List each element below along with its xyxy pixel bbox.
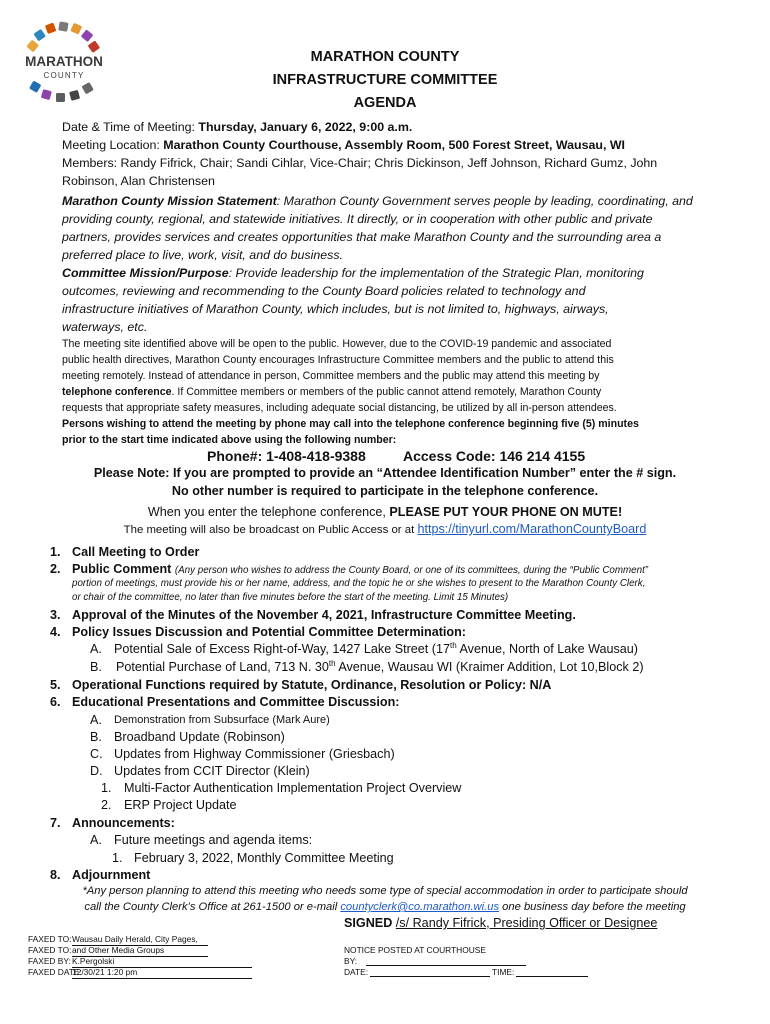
header-county: MARATHON COUNTY: [310, 49, 460, 65]
agenda-number: 8.: [50, 868, 61, 882]
accommodation-line-1: *Any person planning to attend this meeting who needs some type of special accommodation in order to participate should: [82, 885, 688, 897]
posted-time-blank[interactable]: [516, 967, 588, 977]
purpose-line-3: infrastructure initiatives of Marathon County, which includes, but is not limited to, highways, airways,: [62, 302, 609, 316]
members-line-1: Members: Randy Fifrick, Chair; Sandi Cihlar, Vice-Chair; Chris Dickinson, Jeff Johnson, Richard Gumz, John: [62, 156, 658, 170]
county-clerk-email-link[interactable]: countyclerk@co.marathon.wi.us: [340, 901, 500, 913]
sub-letter: C.: [90, 747, 103, 761]
sub-text: Demonstration from Subsurface (Mark Aure): [114, 714, 330, 726]
purpose-line-4: waterways, etc.: [62, 320, 148, 334]
posted-by-blank[interactable]: [366, 956, 526, 966]
sub-text: Updates from CCIT Director (Klein): [114, 764, 310, 778]
sub-text: Future meetings and agenda items:: [114, 833, 313, 847]
faxed-date-row: [28, 967, 138, 978]
signed-value: /s/ Randy Fifrick, Presiding Officer or Designee: [395, 916, 658, 930]
notice-posted: NOTICE POSTED AT COURTHOUSE: [344, 945, 486, 955]
signed-label: SIGNED: [344, 916, 393, 930]
sub-text: Multi-Factor Authentication Implementation Project Overview: [124, 781, 462, 795]
notice-line-3: meeting remotely. Instead of attendance in person, Committee members and the public may attend this meeting by: [62, 370, 600, 382]
mute-instruction: [0, 505, 770, 519]
posted-by-row: [344, 956, 357, 967]
sub-letter: B.: [90, 730, 102, 744]
mute-plain: When you enter the telephone conference,: [147, 505, 390, 519]
mission-label: Marathon County Mission Statement: [62, 194, 277, 208]
agenda-number: 1.: [50, 545, 61, 559]
faxed-date-value: 12/30/21 1:20 pm: [72, 967, 252, 979]
signature-line: [344, 916, 657, 930]
accommodation-text-post: one business day before the meeting: [499, 901, 686, 913]
attendee-id-note: Please Note: If you are prompted to provide an “Attendee Identification Number” enter the # sign.: [93, 466, 677, 480]
agenda-text: Educational Presentations and Committee Discussion:: [72, 695, 400, 709]
notice-line-4-rest: . If Committee members or members of the public cannot attend remotely, Marathon County: [171, 386, 602, 398]
no-other-number-note: No other number is required to participate in the telephone conference.: [171, 484, 599, 498]
phone-number: Phone#: 1-408-418-9388: [207, 448, 366, 464]
broadcast-line: [0, 522, 770, 536]
date-value: Thursday, January 6, 2022, 9:00 a.m.: [198, 120, 413, 134]
faxed-date-label: FAXED DATE:: [28, 967, 82, 977]
logo-subtext: COUNTY: [43, 71, 85, 80]
agenda-number: 5.: [50, 678, 61, 692]
mute-bold: PLEASE PUT YOUR PHONE ON MUTE!: [389, 505, 623, 519]
agenda-text: Announcements:: [72, 816, 175, 830]
notice-line-2: public health directives, Marathon County encourages Infrastructure Committee members and the public to attend this: [62, 354, 614, 366]
faxed-to-label: FAXED TO:: [28, 945, 72, 955]
sub-text: Broadband Update (Robinson): [114, 730, 285, 744]
sub-text: [116, 659, 644, 677]
header-agenda: AGENDA: [353, 95, 417, 111]
broadcast-plain: The meeting will also be broadcast on Public Access or at: [123, 524, 418, 536]
meeting-location-line: [62, 136, 625, 154]
accommodation-line-2: [0, 901, 770, 913]
agenda-text: Policy Issues Discussion and Potential Committee Determination:: [72, 625, 466, 639]
agenda-number: 7.: [50, 816, 61, 830]
mission-line-4: preferred place to live, work, visit, and do business.: [62, 248, 343, 262]
sub-text-part: Potential Purchase of Land, 713 N. 30: [116, 660, 329, 674]
sub-text-sup: th: [328, 658, 336, 668]
agenda-number: 6.: [50, 695, 61, 709]
logo-wordmark: MARATHON: [25, 54, 103, 69]
telephone-conference-bold: telephone conference: [62, 386, 172, 398]
date-label: Date & Time of Meeting:: [62, 120, 195, 134]
public-comment-note-2: portion of meetings, must provide his or her name, address, and the topic he or she wishes to present to the Marathon County Clerk,: [72, 578, 646, 589]
sub-letter: B.: [90, 660, 102, 674]
agenda-number: 3.: [50, 608, 61, 622]
faxed-to-value-2: and Other Media Groups: [72, 945, 208, 957]
purpose-line-1: [62, 264, 644, 282]
sub-text-part: Avenue, North of Lake Wausau): [456, 642, 639, 656]
accommodation-text: call the County Clerk’s Office at 261-1500 or e-mail: [84, 901, 341, 913]
agenda-text: Approval of the Minutes of the November 4, 2021, Infrastructure Committee Meeting.: [72, 608, 576, 622]
agenda-number: 2.: [50, 562, 61, 576]
mission-line-3: partners, provides services and creates opportunities that make Marathon County and the surrounding area a: [62, 230, 662, 244]
posted-date-label: DATE:: [344, 967, 369, 977]
location-label: Meeting Location:: [62, 138, 160, 152]
posted-date-row: [344, 967, 515, 978]
faxed-to-label: FAXED TO:: [28, 934, 72, 944]
purpose-text-1: : Provide leadership for the implementation of the Strategic Plan, monitoring: [228, 266, 644, 280]
mission-line-1: [62, 192, 693, 210]
purpose-line-2: outcomes, reviewing and recommending to the County Board policies related to technology and: [62, 284, 586, 298]
sub-letter: A.: [90, 713, 102, 727]
public-comment-note-1: (Any person who wishes to address the County Board, or one of its committees, during the “Public Comment”: [174, 565, 649, 576]
public-comment-label: Public Comment: [72, 562, 172, 576]
notice-line-6: Persons wishing to attend the meeting by phone may call into the telephone conference beginning five (5) minutes: [62, 418, 639, 430]
sub-number: 1.: [101, 781, 112, 795]
faxed-to-row-2: [28, 945, 165, 956]
sub-text: February 3, 2022, Monthly Committee Meeting: [134, 851, 394, 865]
header-committee: INFRASTRUCTURE COMMITTEE: [272, 72, 498, 88]
notice-line-5: requests that appropriate safety measures, including adequate social distancing, be utilized by all in-person attendees.: [62, 402, 617, 414]
posted-time-label: TIME:: [492, 967, 515, 977]
sub-letter: A.: [90, 642, 102, 656]
posted-date-blank[interactable]: [370, 967, 490, 977]
broadcast-link[interactable]: https://tinyurl.com/MarathonCountyBoard: [417, 522, 647, 536]
posted-by-label: BY:: [344, 956, 358, 966]
purpose-label: Committee Mission/Purpose: [62, 266, 229, 280]
sub-text: Updates from Highway Commissioner (Griesbach): [114, 747, 395, 761]
location-value: Marathon County Courthouse, Assembly Room, 500 Forest Street, Wausau, WI: [163, 138, 625, 152]
agenda-number: 4.: [50, 625, 61, 639]
sub-text-part: Potential Sale of Excess Right-of-Way, 1427 Lake Street (17: [114, 642, 451, 656]
notice-line-4: [62, 384, 601, 401]
faxed-by-row: [28, 956, 115, 967]
faxed-by-value: K.Pergolski: [72, 956, 252, 968]
faxed-by-label: FAXED BY:: [28, 956, 71, 966]
sub-number: 2.: [101, 798, 112, 812]
sub-letter: D.: [90, 764, 103, 778]
mission-line-2: providing county, regional, and statewide initiatives. It directly, or in cooperation with other public and private: [62, 212, 653, 226]
sub-text: ERP Project Update: [124, 798, 237, 812]
meeting-date-line: [62, 118, 412, 136]
agenda-text: Call Meeting to Order: [72, 545, 200, 559]
notice-line-7: prior to the start time indicated above using the following number:: [62, 434, 397, 446]
sub-text-sup: th: [450, 640, 457, 650]
notice-line-1: The meeting site identified above will be open to the public. However, due to the COVID-19 pandemic and associated: [62, 338, 612, 350]
faxed-to-value-1: Wausau Daily Herald, City Pages,: [72, 934, 208, 946]
agenda-text: Operational Functions required by Statute, Ordinance, Resolution or Policy: N/A: [72, 678, 552, 692]
access-code: Access Code: 146 214 4155: [403, 448, 586, 464]
faxed-to-row-1: [28, 934, 198, 945]
sub-letter: A.: [90, 833, 102, 847]
mission-text-1: : Marathon County Government serves people by leading, coordinating, and: [276, 194, 693, 208]
public-comment-note-3: or chair of the committee, no later than five minutes before the start of the meeting. Limit 15 Minutes): [72, 592, 509, 603]
members-line-2: Robinson, Alan Christensen: [62, 174, 215, 188]
agenda-text: Adjournment: [72, 868, 151, 882]
sub-number: 1.: [112, 851, 123, 865]
sub-text-part: Avenue, Wausau WI (Kraimer Addition, Lot 10,Block 2): [335, 660, 644, 674]
sub-text: [114, 641, 638, 659]
